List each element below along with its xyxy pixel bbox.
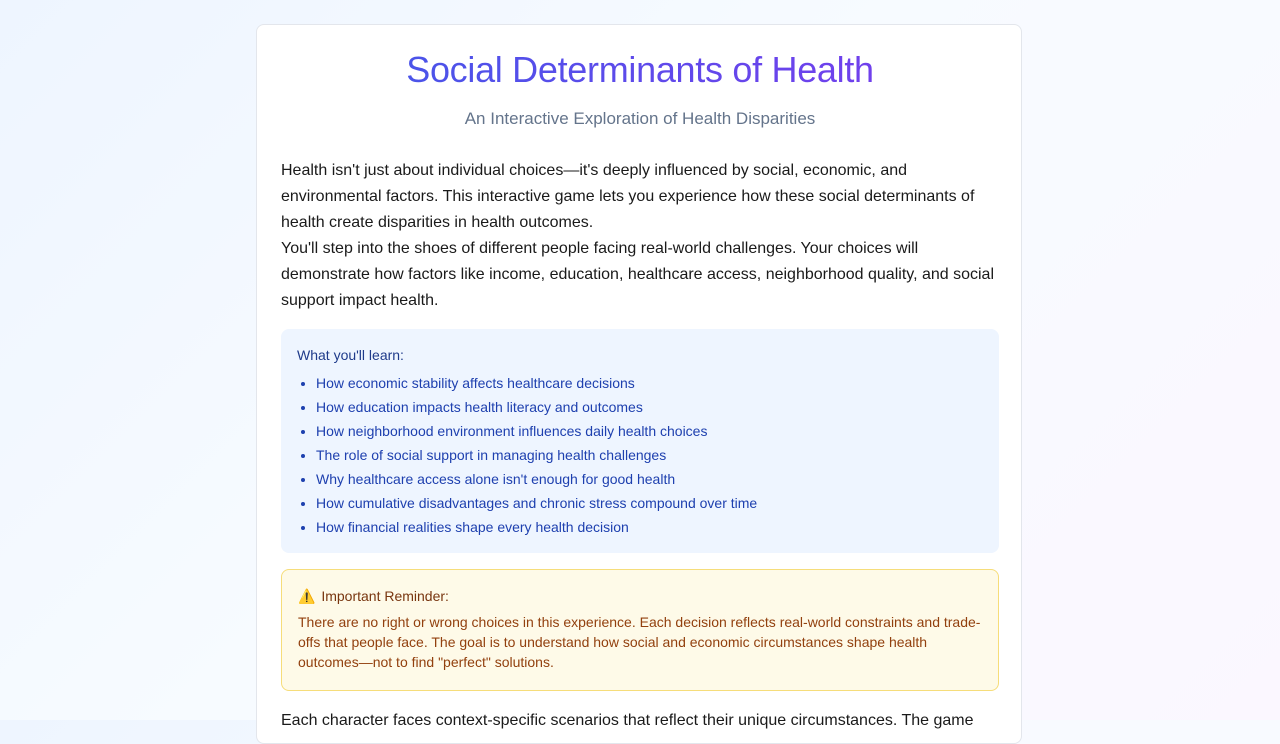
- list-item: • How cumulative disadvantages and chronic stress compound over time: [316, 491, 983, 515]
- reminder-text: There are no right or wrong choices in this experience. Each decision reflects real-world constraints and trade-offs that people face. The goal is to understand how social and economic circumstances shape health outcomes—not to find "perfect" solutions.: [298, 614, 981, 670]
- warning-icon: ⚠️: [298, 588, 316, 604]
- reminder-title: Important Reminder:: [321, 588, 449, 604]
- intro-text: [281, 158, 1001, 314]
- list-item: • How financial realities shape every health decision: [316, 515, 983, 539]
- outro-paragraph: Each character faces context-specific scenarios that reflect their unique circumstances. The game: [281, 712, 974, 729]
- intro-paragraph-2: You'll step into the shoes of different people facing real-world challenges. Your choices will demonstrate how factors like income, education, healthcare access, neighborhood quality, and social support impact health.: [281, 240, 995, 309]
- intro-card: [256, 24, 1022, 744]
- important-reminder-box: [281, 569, 999, 691]
- list-item: • How neighborhood environment influences daily health choices: [316, 419, 983, 443]
- list-item: • How economic stability affects healthcare decisions: [316, 371, 983, 395]
- learning-objectives-list: [297, 371, 983, 539]
- reminder-heading: [298, 584, 982, 608]
- learning-objectives-title: What you'll learn:: [297, 347, 404, 363]
- page-title: Social Determinants of Health: [257, 49, 1023, 91]
- learning-objectives-box: [281, 329, 999, 553]
- list-item: • The role of social support in managing health challenges: [316, 443, 983, 467]
- intro-paragraph-1: Health isn't just about individual choices—it's deeply influenced by social, economic, and environmental factors. This interactive game lets you experience how these social determinants of health create disparities in health outcomes.: [281, 162, 975, 231]
- list-item: • Why healthcare access alone isn't enough for good health: [316, 467, 983, 491]
- list-item: • How education impacts health literacy and outcomes: [316, 395, 983, 419]
- page-subtitle: An Interactive Exploration of Health Disparities: [464, 109, 816, 128]
